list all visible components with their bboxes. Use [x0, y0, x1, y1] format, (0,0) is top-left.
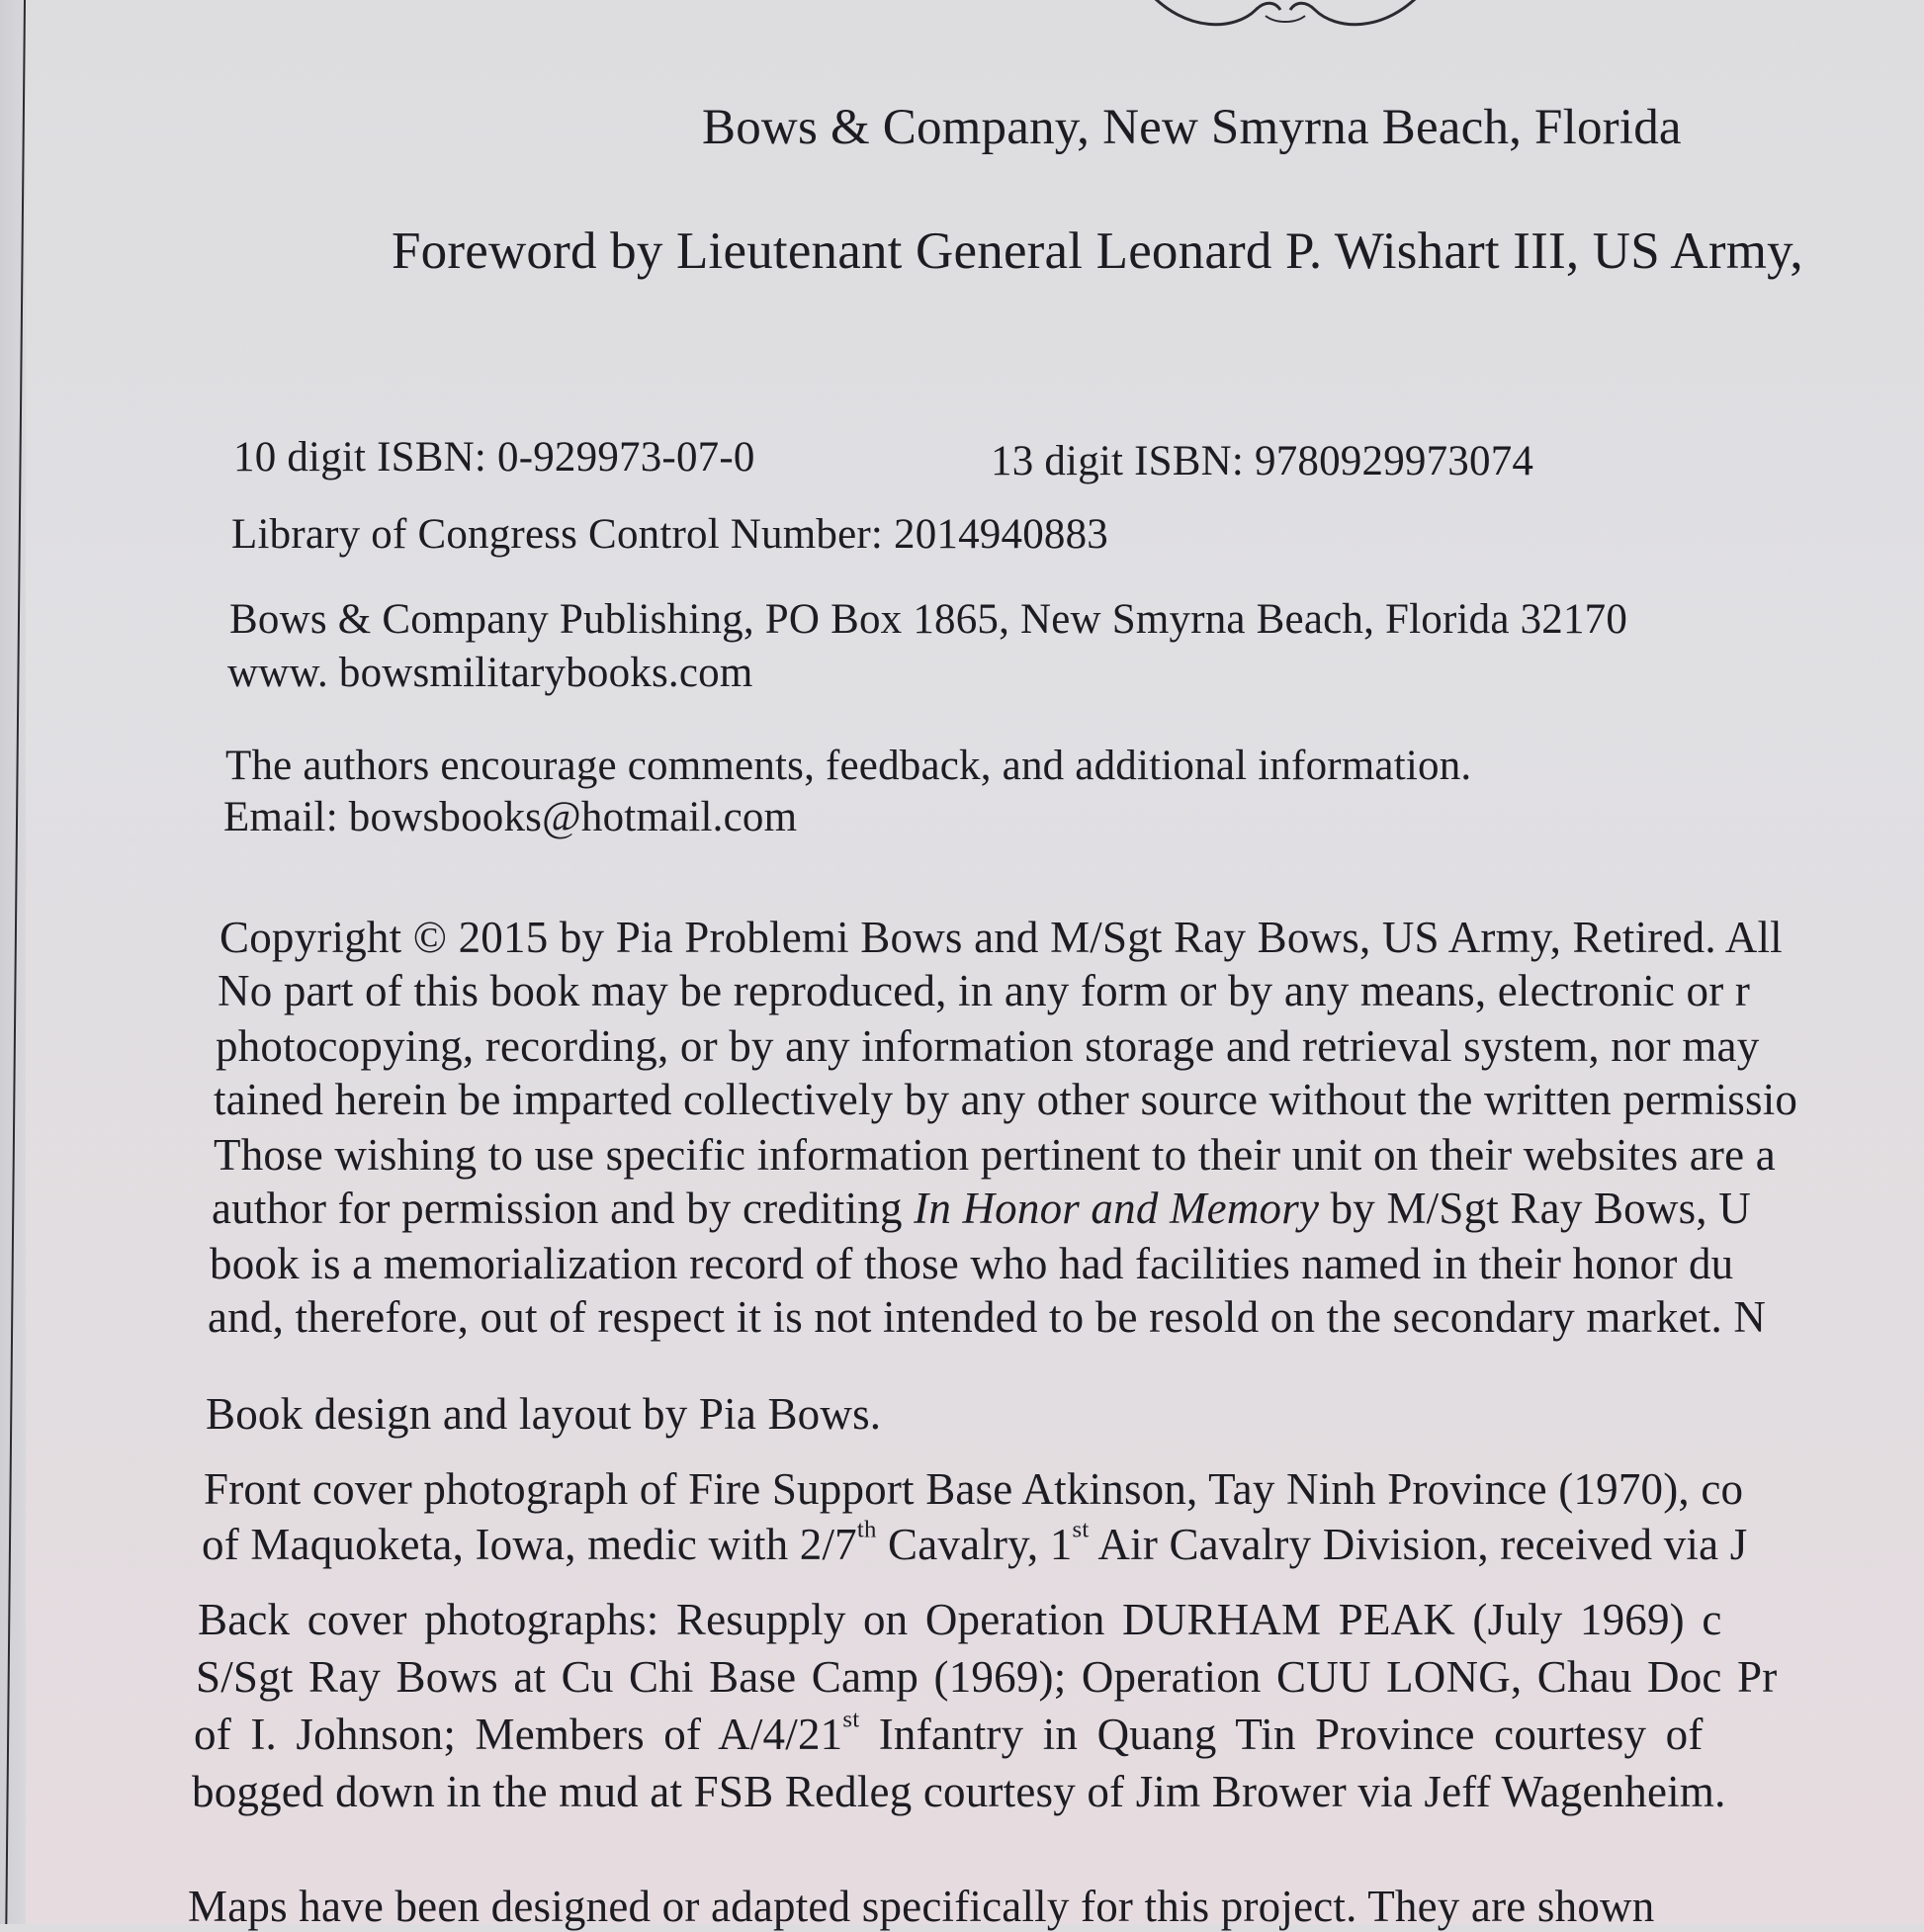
email-line: Email: bowsbooks@hotmail.com — [223, 794, 798, 840]
superscript-th: th — [856, 1516, 877, 1543]
isbn-10: 10 digit ISBN: 0-929973-07-0 — [233, 434, 755, 481]
copyright-line-4: tained herein be imparted collectively by any other source without the written permissio — [214, 1075, 1798, 1124]
superscript-st-2: st — [842, 1706, 860, 1733]
back-cover-line-3-b: Infantry in Quang Tin Province courtesy of — [859, 1710, 1704, 1759]
copyright-line-6-end: by M/Sgt Ray Bows, U — [1319, 1184, 1751, 1233]
maps-line-1: Maps have been designed or adapted specifically for this project. They are shown — [188, 1882, 1655, 1931]
copyright-line-5: Those wishing to use specific information pertinent to their unit on their websites are a — [214, 1130, 1776, 1180]
publisher-address: Bows & Company Publishing, PO Box 1865, New Smyrna Beach, Florida 32170 — [229, 596, 1628, 643]
front-cover-line-2 — [202, 1516, 1748, 1570]
back-cover-line-1: Back cover photographs: Resupply on Operation DURHAM PEAK (July 1969) c — [198, 1595, 1722, 1644]
feedback-line: The authors encourage comments, feedback, and additional information. — [225, 743, 1472, 789]
back-cover-line-2: S/Sgt Ray Bows at Cu Chi Base Camp (1969); Operation CUU LONG, Chau Doc Pr — [196, 1652, 1778, 1702]
publisher-line: Bows & Company, New Smyrna Beach, Florida — [702, 100, 1682, 155]
isbn-13: 13 digit ISBN: 9780929973074 — [991, 438, 1534, 484]
back-cover-line-3 — [194, 1706, 1704, 1760]
front-cover-line-2-b: Cavalry, 1 — [876, 1520, 1073, 1569]
back-cover-line-3-a: of I. Johnson; Members of A/4/21 — [194, 1710, 843, 1759]
book-title: In Honor and Memory — [914, 1184, 1320, 1233]
copyright-line-6-start: author for permission and by crediting — [212, 1184, 915, 1233]
copyright-line-7: book is a memorialization record of those who had facilities named in their honor du — [210, 1239, 1734, 1288]
publisher-website: www. bowsmilitarybooks.com — [227, 650, 753, 696]
foreword-line: Foreword by Lieutenant General Leonard P. Wishart III, US Army, — [392, 222, 1803, 280]
copyright-line-2: No part of this book may be reproduced, in any form or by any means, electronic or r — [218, 966, 1751, 1015]
copyright-line-3: photocopying, recording, or by any information storage and retrieval system, nor may — [216, 1021, 1760, 1071]
lccn-line: Library of Congress Control Number: 2014940883 — [231, 511, 1109, 558]
book-design-line: Book design and layout by Pia Bows. — [206, 1389, 882, 1439]
superscript-st: st — [1072, 1516, 1090, 1543]
front-cover-line-2-c: Air Cavalry Division, received via J — [1089, 1520, 1748, 1569]
copyright-line-6 — [212, 1183, 1751, 1234]
back-cover-line-4: bogged down in the mud at FSB Redleg courtesy of Jim Brower via Jeff Wagenheim. — [192, 1767, 1726, 1816]
decorative-ornament — [1127, 0, 1443, 40]
copyright-line-1: Copyright © 2015 by Pia Problemi Bows and M/Sgt Ray Bows, US Army, Retired. All — [219, 913, 1783, 962]
front-cover-line-2-a: of Maquoketa, Iowa, medic with 2/7 — [202, 1520, 857, 1569]
copyright-line-8: and, therefore, out of respect it is not intended to be resold on the secondary market. N — [208, 1292, 1767, 1342]
front-cover-line-1: Front cover photograph of Fire Support Base Atkinson, Tay Ninh Province (1970), co — [204, 1464, 1744, 1514]
